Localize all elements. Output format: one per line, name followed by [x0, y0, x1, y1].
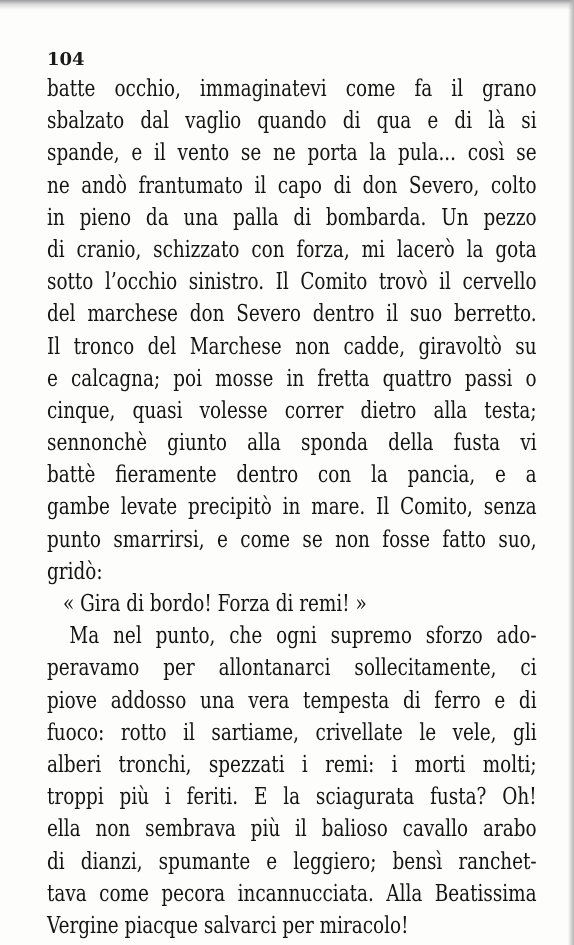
- text-line: troppi più i feriti. E la sciagurata fusta? Oh!: [47, 784, 537, 811]
- text-line: gambe levate precipitò in mare. Il Comito, senza: [47, 494, 537, 521]
- text-line: batte occhio, immaginatevi come fa il grano: [47, 76, 537, 102]
- text-line: peravamo per allontanarci sollecitamente, ci: [47, 655, 537, 682]
- text-line: piove addosso una vera tempesta di ferro e di: [47, 687, 537, 714]
- text-line: battè fieramente dentro con la pancia, e a: [47, 462, 537, 489]
- text-line: Ma nel punto, che ogni supremo sforzo ado-: [69, 623, 537, 650]
- text-line: alberi tronchi, spezzati i remi: i morti molti;: [47, 751, 537, 778]
- scan-edge-top: [0, 0, 574, 10]
- text-line: fuoco: rotto il sartiame, crivellate le vele, gli: [47, 719, 537, 746]
- scan-edge-right: [568, 0, 574, 945]
- text-line: Vergine piacque salvarci per miracolo!: [47, 912, 409, 939]
- quoted-line: « Gira di bordo! Forza di remi! »: [63, 591, 367, 617]
- text-line: ella non sembrava più il balioso cavallo arabo: [47, 816, 537, 843]
- text-line: spande, e il vento se ne porta la pula... così se: [47, 140, 537, 167]
- text-line: sbalzato dal vaglio quando di qua e di là si: [47, 108, 537, 135]
- text-line: in pieno da una palla di bombarda. Un pezzo: [47, 204, 537, 231]
- body-text: [47, 73, 537, 942]
- text-line: ne andò frantumato il capo di don Severo, colto: [47, 172, 537, 199]
- text-line: gridò:: [47, 558, 103, 585]
- text-line: e calcagna; poi mosse in fretta quattro passi o: [47, 365, 537, 392]
- text-line: tava come pecora incannucciata. Alla Beatissima: [47, 880, 537, 907]
- text-line: sotto l’occhio sinistro. Il Comito trovò il cervello: [47, 269, 537, 296]
- text-line: Il tronco del Marchese non cadde, giravoltò su: [47, 333, 537, 360]
- text-line: di cranio, schizzato con forza, mi lacerò la gota: [47, 236, 537, 263]
- text-line: sennonchè giunto alla sponda della fusta vi: [47, 430, 537, 457]
- text-line: di dianzi, spumante e leggiero; bensì ranchet-: [47, 848, 537, 875]
- text-line: punto smarrirsi, e come se non fosse fatto suo,: [47, 526, 537, 553]
- text-line: cinque, quasi volesse correr dietro alla testa;: [47, 397, 537, 424]
- text-line: del marchese don Severo dentro il suo berretto.: [47, 301, 537, 328]
- page-number: 104: [47, 49, 85, 70]
